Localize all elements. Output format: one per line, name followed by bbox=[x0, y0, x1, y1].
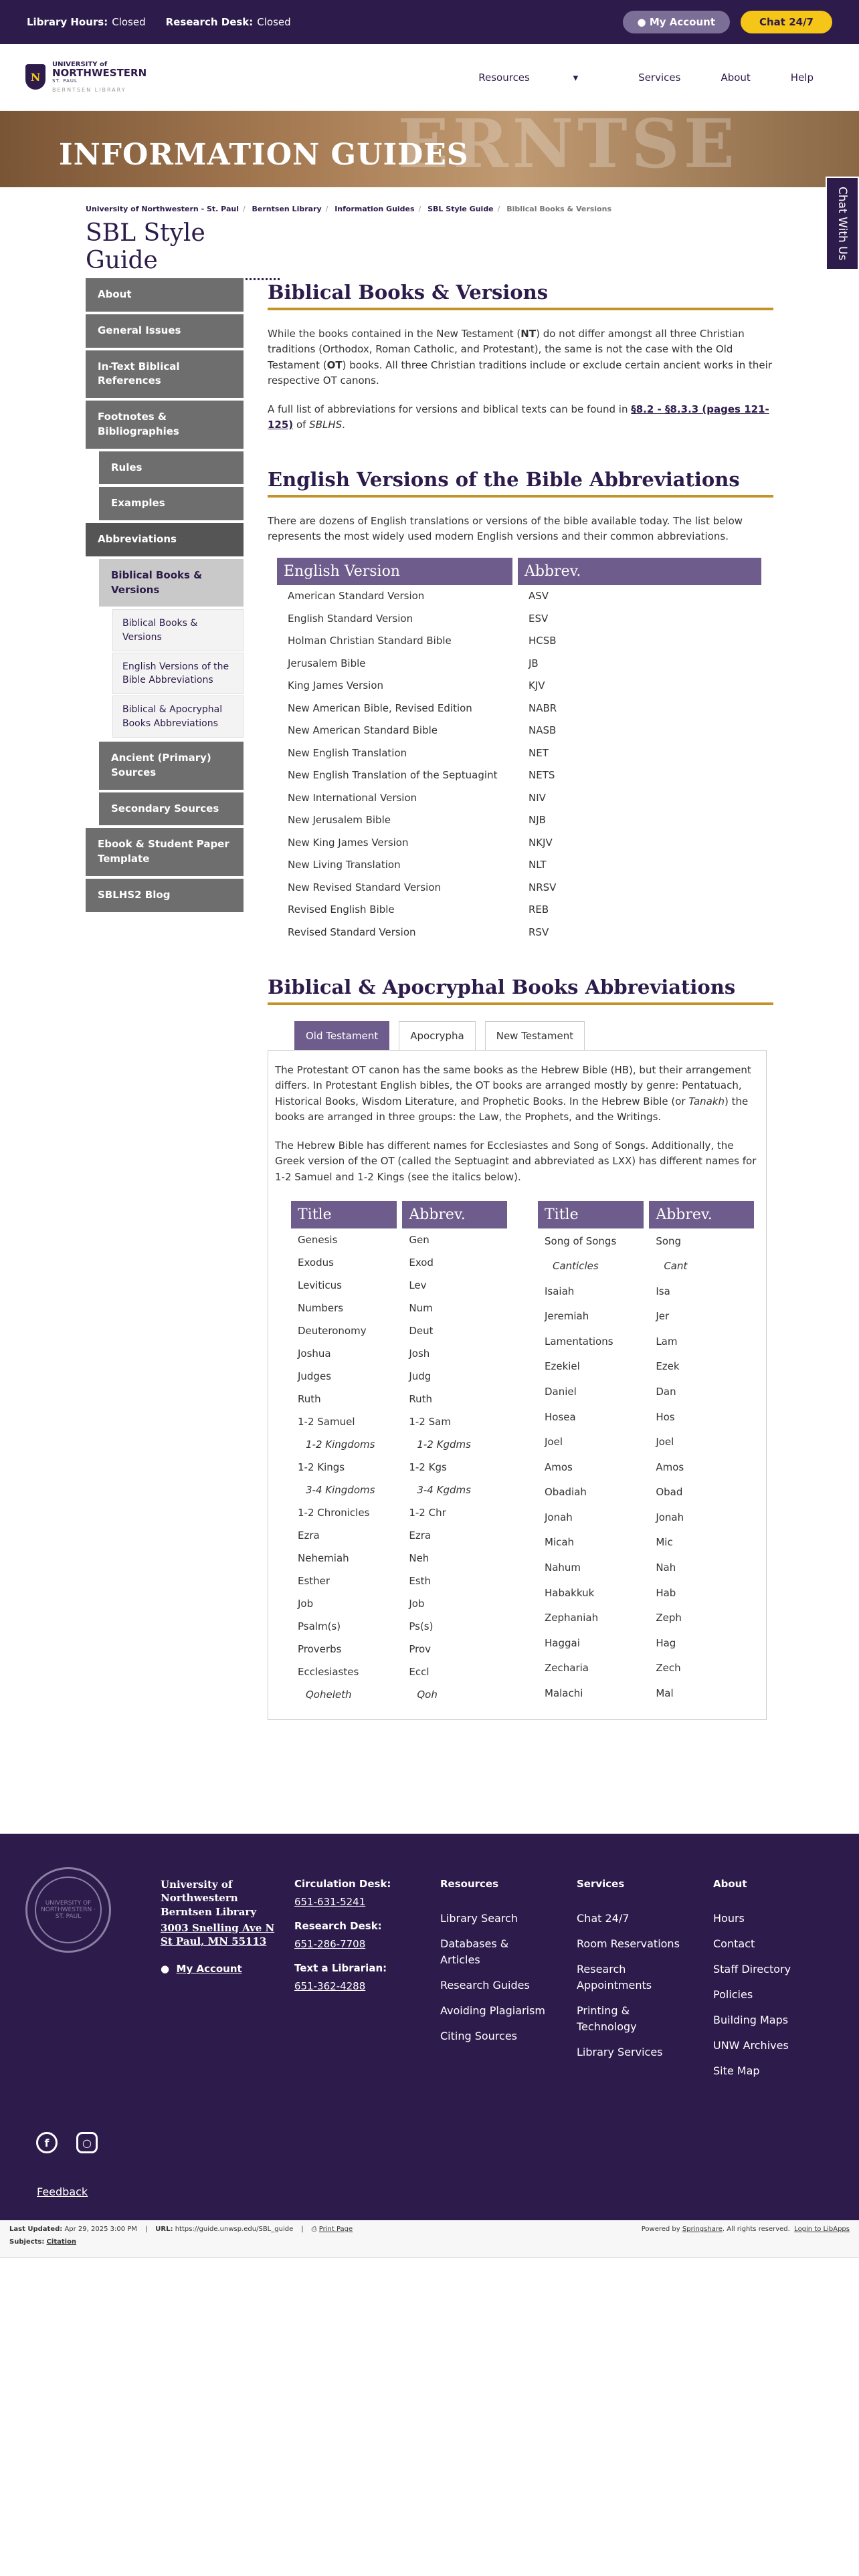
hebrew-names-paragraph: The Hebrew Bible has different names for Ecclesiastes and Song of Songs. Additionally, the Greek version of the OT (called the Septuagint and abbreviated as LXX) has different names for 1-2 Samuel and 1-2 Kings (see the italics below). bbox=[275, 1140, 757, 1183]
print-icon: ⎙ bbox=[311, 2226, 319, 2233]
instagram-icon[interactable]: ○ bbox=[76, 2132, 98, 2153]
table-row bbox=[291, 1228, 507, 1251]
sidebar-item-in-text-references[interactable]: In-Text Biblical References bbox=[86, 350, 244, 399]
table-row bbox=[538, 1279, 754, 1304]
footer-link[interactable]: Databases & Articles bbox=[440, 1937, 509, 1966]
table-row bbox=[277, 877, 761, 899]
table-cell-title: Jonah bbox=[545, 1511, 573, 1523]
table-row bbox=[538, 1253, 754, 1279]
sidebar-item-biblical-books-versions[interactable]: Biblical Books & Versions bbox=[99, 559, 244, 607]
table-cell-abbrev: Neh bbox=[409, 1551, 430, 1564]
table-cell-abbrev: Nah bbox=[656, 1562, 676, 1574]
table-cell-title: Holman Christian Standard Bible bbox=[288, 635, 452, 647]
table-cell-title: Malachi bbox=[545, 1687, 583, 1699]
table-cell-abbrev: Prov bbox=[409, 1642, 432, 1655]
table-cell-title: Revised English Bible bbox=[288, 903, 395, 916]
footer-link[interactable]: UNW Archives bbox=[713, 2038, 789, 2052]
table-cell-title: Amos bbox=[545, 1461, 573, 1473]
table-row bbox=[291, 1410, 507, 1433]
breadcrumb-item[interactable]: Information Guides bbox=[335, 205, 415, 213]
table-cell-abbrev: Jer bbox=[656, 1310, 670, 1323]
ot-canon-paragraph: The Protestant OT canon has the same books as the Hebrew Bible (HB), but their arrangement differs. In Protestant English bibles, the OT books are arranged mostly by genre: Pentatuach, Historical Books, Wisdom Literature, and Prophetic Books. In the Hebrew Bible (or Tanakh) the books are arranged in three groups: the Law, the Prophets, and the Writings. bbox=[275, 1064, 751, 1123]
footer-link[interactable]: Research Appointments bbox=[577, 1962, 652, 1992]
table-cell-title: Exodus bbox=[298, 1256, 334, 1269]
table-row bbox=[538, 1681, 754, 1706]
table-row bbox=[277, 854, 761, 877]
column-header: Abbrev. bbox=[649, 1201, 754, 1228]
table-cell-abbrev: NLT bbox=[529, 859, 547, 871]
table-cell-title: Lamentations bbox=[545, 1335, 613, 1348]
table-row bbox=[538, 1404, 754, 1430]
table-cell-title: Ezekiel bbox=[545, 1360, 580, 1373]
table-row bbox=[538, 1505, 754, 1530]
table-cell-abbrev: Mal bbox=[656, 1687, 674, 1699]
table-row bbox=[538, 1329, 754, 1354]
table-cell-abbrev: Ezek bbox=[656, 1360, 680, 1373]
table-cell-title: Qoheleth bbox=[306, 1688, 352, 1701]
tab-old-testament[interactable]: Old Testament bbox=[294, 1021, 389, 1050]
caret-down-icon: ▾ bbox=[569, 71, 579, 84]
table-cell-title: 1-2 Chronicles bbox=[298, 1506, 370, 1519]
breadcrumb-item[interactable]: Berntsen Library bbox=[252, 205, 322, 213]
table-row bbox=[538, 1455, 754, 1480]
table-row bbox=[538, 1656, 754, 1681]
table-cell-abbrev: Lev bbox=[409, 1279, 427, 1291]
footer-link[interactable]: Citing Sources bbox=[440, 2029, 518, 2042]
table-cell-abbrev: Eccl bbox=[409, 1665, 430, 1678]
table-cell-abbrev: Gen bbox=[409, 1233, 430, 1246]
table-cell-title: New English Translation bbox=[288, 746, 407, 759]
nav-resources[interactable]: Resources ▾ bbox=[438, 72, 618, 84]
table-cell-title: Proverbs bbox=[298, 1642, 342, 1655]
table-cell-abbrev: Mic bbox=[656, 1536, 673, 1549]
column-header: Title bbox=[291, 1201, 397, 1228]
table-row bbox=[291, 1570, 507, 1592]
research-desk-hours: Research Desk: Closed bbox=[165, 16, 291, 28]
table-cell-abbrev: Joel bbox=[656, 1436, 674, 1448]
table-cell-title: Job bbox=[298, 1597, 314, 1610]
table-cell-abbrev: NIV bbox=[529, 791, 546, 804]
table-cell-abbrev: Isa bbox=[656, 1285, 670, 1297]
table-cell-abbrev: NJB bbox=[529, 814, 546, 826]
hero-title: INFORMATION GUIDES bbox=[59, 138, 469, 172]
table-cell-title: Leviticus bbox=[298, 1279, 342, 1291]
table-cell-abbrev: NETS bbox=[529, 769, 555, 781]
table-cell-abbrev: Lam bbox=[656, 1335, 678, 1348]
table-row bbox=[277, 675, 761, 697]
table-cell-title: Hosea bbox=[545, 1410, 576, 1423]
breadcrumb-item[interactable]: SBL Style Guide bbox=[427, 205, 494, 213]
footer-link[interactable]: Site Map bbox=[713, 2064, 760, 2077]
table-cell-title: Ezra bbox=[298, 1529, 320, 1541]
ot-books-table-left bbox=[286, 1201, 512, 1706]
research-phone-link[interactable]: 651-286-7708 bbox=[294, 1937, 366, 1950]
table-cell-abbrev: Esth bbox=[409, 1574, 432, 1587]
address-link[interactable]: 3003 Snelling Ave N bbox=[161, 1921, 275, 1934]
table-cell-abbrev: NET bbox=[529, 746, 549, 759]
tab-apocrypha[interactable]: Apocrypha bbox=[399, 1021, 475, 1050]
sidebar-item-about[interactable]: About bbox=[86, 278, 244, 312]
table-row bbox=[291, 1342, 507, 1365]
sidebar-item-secondary-sources[interactable]: Secondary Sources bbox=[99, 792, 244, 826]
table-cell-abbrev: NRSV bbox=[529, 881, 557, 893]
column-header: Title bbox=[538, 1201, 644, 1228]
table-row bbox=[291, 1660, 507, 1683]
old-testament-panel bbox=[268, 1050, 767, 1720]
table-cell-title: New Revised Standard Version bbox=[288, 881, 442, 893]
table-cell-abbrev: Hos bbox=[656, 1410, 675, 1423]
table-row bbox=[291, 1433, 507, 1456]
top-utility-bar bbox=[0, 0, 859, 44]
chat-with-us-tab[interactable]: Chat With Us bbox=[826, 177, 859, 270]
feedback-link[interactable]: Feedback bbox=[37, 2185, 88, 2198]
table-row bbox=[277, 720, 761, 742]
footer-link[interactable]: Research Guides bbox=[440, 1978, 530, 1992]
table-cell-title: Jeremiah bbox=[545, 1310, 589, 1323]
table-cell-title: Obadiah bbox=[545, 1486, 587, 1499]
column-header: English Version bbox=[277, 558, 512, 585]
ot-books-table-right bbox=[533, 1201, 759, 1706]
testament-tabs bbox=[294, 1021, 773, 1050]
table-cell-title: 1-2 Kings bbox=[298, 1461, 345, 1473]
table-cell-abbrev: ASV bbox=[529, 590, 549, 602]
table-row bbox=[538, 1354, 754, 1380]
table-cell-abbrev: Song bbox=[656, 1235, 682, 1247]
table-cell-abbrev: Hab bbox=[656, 1586, 676, 1599]
table-row bbox=[277, 787, 761, 810]
section-title: Biblical & Apocryphal Books Abbreviations bbox=[268, 976, 773, 1005]
table-row bbox=[277, 630, 761, 653]
sidebar-subitem-apocryphal-books[interactable]: Biblical & Apocryphal Books Abbreviations bbox=[112, 695, 244, 738]
table-row bbox=[291, 1479, 507, 1501]
footer-link[interactable]: Room Reservations bbox=[577, 1937, 680, 1950]
table-cell-title: Ecclesiastes bbox=[298, 1665, 359, 1678]
table-cell-title: Daniel bbox=[545, 1386, 577, 1398]
university-logo[interactable]: N UNIVERSITY of NORTHWESTERN ST. PAUL BERNTSEN LIBRARY bbox=[25, 62, 147, 94]
university-seal-icon: UNIVERSITY OF NORTHWESTERN · ST. PAUL bbox=[25, 1867, 111, 1953]
footer-resources: Resources Library Search Databases & Articles Research Guides Avoiding Plagiarism Citing Sources bbox=[440, 1876, 547, 2054]
table-row bbox=[277, 742, 761, 765]
table-cell-abbrev: NASB bbox=[529, 724, 557, 736]
table-row bbox=[277, 608, 761, 631]
hero-banner bbox=[0, 111, 859, 187]
breadcrumb: University of Northwestern - St. Paul / Berntsen Library / Information Guides / SBL Style Guide / Biblical Books & Versions bbox=[86, 205, 611, 213]
table-cell-title: New Jerusalem Bible bbox=[288, 814, 391, 826]
table-cell-abbrev: Zeph bbox=[656, 1612, 682, 1624]
sidebar-subitem-biblical-books[interactable]: Biblical Books & Versions bbox=[112, 609, 244, 651]
table-cell-title: Numbers bbox=[298, 1301, 344, 1314]
footer-contacts: Circulation Desk: 651-631-5241 Research Desk: 651-286-7708 Text a Librarian: 651-362-4288 bbox=[294, 1878, 391, 1992]
sidebar-nav bbox=[86, 278, 244, 915]
table-row bbox=[277, 899, 761, 922]
table-cell-abbrev: Josh bbox=[409, 1347, 430, 1360]
table-cell-title: Zephaniah bbox=[545, 1612, 599, 1624]
table-cell-abbrev: 1-2 Sam bbox=[409, 1415, 451, 1428]
table-cell-abbrev: Deut bbox=[409, 1324, 434, 1337]
my-account-button[interactable]: ● My Account bbox=[623, 11, 730, 33]
login-libapps-link[interactable]: Login to LibApps bbox=[794, 2226, 850, 2233]
main-navbar bbox=[0, 44, 859, 111]
footer-about: About Hours Contact Staff Directory Policies Building Maps UNW Archives Site Map bbox=[713, 1876, 820, 2088]
table-cell-abbrev: Qoh bbox=[417, 1688, 438, 1701]
footer-services: Services Chat 24/7 Room Reservations Research Appointments Printing & Technology Library Services bbox=[577, 1876, 684, 2070]
circulation-phone-link[interactable]: 651-631-5241 bbox=[294, 1895, 366, 1908]
table-cell-abbrev: Num bbox=[409, 1301, 433, 1314]
breadcrumb-current: Biblical Books & Versions bbox=[506, 205, 611, 213]
table-cell-abbrev: Jonah bbox=[656, 1511, 684, 1523]
footer-link[interactable]: Hours bbox=[713, 1911, 745, 1925]
table-cell-abbrev: Judg bbox=[409, 1370, 432, 1382]
table-cell-title: King James Version bbox=[288, 679, 383, 691]
table-cell-title: Esther bbox=[298, 1574, 330, 1587]
table-cell-title: Nehemiah bbox=[298, 1551, 349, 1564]
table-cell-abbrev: NABR bbox=[529, 702, 557, 714]
table-row bbox=[538, 1605, 754, 1630]
nav-services[interactable]: Services bbox=[638, 71, 681, 84]
footer-link[interactable]: Contact bbox=[713, 1937, 755, 1950]
table-row bbox=[291, 1547, 507, 1570]
table-cell-abbrev: Obad bbox=[656, 1486, 683, 1499]
table-cell-abbrev: Zech bbox=[656, 1662, 681, 1675]
table-cell-title: Isaiah bbox=[545, 1285, 575, 1297]
subject-citation-link[interactable]: Citation bbox=[46, 2238, 77, 2246]
table-cell-title: Haggai bbox=[545, 1636, 580, 1649]
table-cell-abbrev: Hag bbox=[656, 1636, 676, 1649]
nav-help[interactable]: Help bbox=[790, 71, 814, 84]
table-cell-title: New International Version bbox=[288, 791, 417, 804]
table-cell-title: Joel bbox=[545, 1436, 563, 1448]
table-cell-abbrev: 1-2 Kgdms bbox=[417, 1438, 471, 1451]
table-row bbox=[277, 832, 761, 855]
table-row bbox=[291, 1501, 507, 1524]
table-cell-title: Canticles bbox=[553, 1260, 599, 1273]
library-hours: Library Hours: Closed bbox=[27, 16, 146, 28]
table-cell-abbrev: RSV bbox=[529, 926, 549, 938]
table-row bbox=[291, 1388, 507, 1410]
table-row bbox=[538, 1530, 754, 1555]
versions-intro: There are dozens of English translations or versions of the bible available today. The list below represents the most widely used modern English versions and their common abbreviations. bbox=[268, 514, 743, 542]
table-row bbox=[291, 1251, 507, 1274]
table-row bbox=[291, 1297, 507, 1319]
sidebar-item-footnotes[interactable]: Footnotes & Bibliographies bbox=[86, 401, 244, 449]
table-cell-title: Joshua bbox=[298, 1347, 331, 1360]
table-cell-title: Jerusalem Bible bbox=[288, 657, 366, 669]
footer-link[interactable]: Library Search bbox=[440, 1911, 518, 1925]
sidebar-item-sblhs2-blog[interactable]: SBLHS2 Blog bbox=[86, 879, 244, 912]
table-cell-title: 3-4 Kingdoms bbox=[306, 1483, 375, 1496]
table-cell-abbrev: HCSB bbox=[529, 635, 557, 647]
table-row bbox=[277, 653, 761, 675]
table-row bbox=[291, 1638, 507, 1660]
chat-button[interactable]: Chat 24/7 bbox=[741, 11, 832, 33]
address-link[interactable]: St Paul, MN 55113 bbox=[161, 1935, 267, 1947]
table-cell-title: English Standard Version bbox=[288, 612, 413, 625]
sidebar-subitem-english-versions[interactable]: English Versions of the Bible Abbreviations bbox=[112, 653, 244, 695]
table-cell-abbrev: 1-2 Kgs bbox=[409, 1461, 447, 1473]
intro-paragraph: While the books contained in the New Testament (NT) do not differ amongst all three Christian traditions (Orthodox, Roman Catholic, and Protestant), the same is not the case with the Old Testament (OT) books. All three Christian traditions include or exclude certain ancient works in their respective OT canons. bbox=[268, 328, 772, 387]
table-row bbox=[291, 1524, 507, 1547]
table-row bbox=[538, 1630, 754, 1656]
table-row bbox=[538, 1379, 754, 1404]
table-cell-abbrev: Exod bbox=[409, 1256, 434, 1269]
text-librarian-link[interactable]: 651-362-4288 bbox=[294, 1979, 366, 1992]
shield-logo-icon: N bbox=[25, 64, 45, 90]
table-cell-title: New English Translation of the Septuagint bbox=[288, 769, 498, 781]
table-row bbox=[538, 1580, 754, 1606]
sidebar-item-ebook-template[interactable]: Ebook & Student Paper Template bbox=[86, 828, 244, 876]
footer-link[interactable]: Chat 24/7 bbox=[577, 1911, 630, 1925]
table-cell-abbrev: Job bbox=[409, 1597, 425, 1610]
table-row bbox=[277, 764, 761, 787]
user-icon: ● bbox=[637, 16, 650, 28]
breadcrumb-item[interactable]: University of Northwestern - St. Paul bbox=[86, 205, 239, 213]
table-cell-title: Song of Songs bbox=[545, 1235, 617, 1247]
main-content bbox=[268, 281, 773, 1720]
section-title: English Versions of the Bible Abbreviations bbox=[268, 468, 773, 498]
sblhs-section-link[interactable]: §8.2 - §8.3.3 (pages 121-125) bbox=[268, 403, 769, 431]
table-cell-title: 1-2 Samuel bbox=[298, 1415, 355, 1428]
table-row bbox=[538, 1429, 754, 1455]
table-cell-abbrev: Ruth bbox=[409, 1392, 432, 1405]
springshare-link[interactable]: Springshare bbox=[682, 2226, 723, 2233]
main-nav bbox=[438, 72, 834, 84]
table-row bbox=[291, 1683, 507, 1706]
table-row bbox=[291, 1592, 507, 1615]
social-links bbox=[36, 2132, 98, 2153]
sidebar-item-rules[interactable]: Rules bbox=[99, 451, 244, 485]
column-header: Abbrev. bbox=[518, 558, 761, 585]
section-title: Biblical Books & Versions bbox=[268, 281, 773, 310]
site-footer bbox=[0, 1834, 859, 2220]
table-cell-title: Nahum bbox=[545, 1562, 581, 1574]
table-cell-title: Habakkuk bbox=[545, 1586, 595, 1599]
nav-about[interactable]: About bbox=[721, 71, 751, 84]
table-cell-abbrev: Amos bbox=[656, 1461, 684, 1473]
table-cell-title: Zecharia bbox=[545, 1662, 589, 1675]
user-icon: ● bbox=[161, 1963, 177, 1975]
footer-link[interactable]: Building Maps bbox=[713, 2013, 789, 2026]
table-cell-title: New King James Version bbox=[288, 836, 409, 849]
footer-address: University of Northwestern Berntsen Library 3003 Snelling Ave N St Paul, MN 55113 ● My Account bbox=[161, 1878, 288, 1977]
table-row bbox=[291, 1319, 507, 1342]
footer-link[interactable]: Staff Directory bbox=[713, 1962, 791, 1975]
table-cell-title: 1-2 Kingdoms bbox=[306, 1438, 375, 1451]
table-row bbox=[277, 697, 761, 720]
versions-table bbox=[272, 558, 767, 944]
footer-my-account[interactable]: ● My Account bbox=[161, 1963, 242, 1975]
tab-new-testament[interactable]: New Testament bbox=[485, 1021, 585, 1050]
table-cell-abbrev: Dan bbox=[656, 1386, 676, 1398]
table-row bbox=[538, 1228, 754, 1254]
table-row bbox=[291, 1615, 507, 1638]
abbreviations-reference-paragraph: A full list of abbreviations for versions and biblical texts can be found in §8.2 - §8.3.3 (pages 121-125) of SBLHS. bbox=[268, 403, 769, 431]
footer-link[interactable]: Library Services bbox=[577, 2045, 663, 2058]
table-row bbox=[538, 1555, 754, 1580]
table-cell-title: New American Bible, Revised Edition bbox=[288, 702, 472, 714]
page-title: SBL Style Guide bbox=[86, 219, 280, 280]
footer-link[interactable]: Printing & Technology bbox=[577, 2004, 637, 2033]
table-cell-title: Revised Standard Version bbox=[288, 926, 416, 938]
table-cell-title: Ruth bbox=[298, 1392, 321, 1405]
table-cell-title: New Living Translation bbox=[288, 859, 401, 871]
table-cell-title: Micah bbox=[545, 1536, 575, 1549]
table-row bbox=[277, 809, 761, 832]
table-cell-abbrev: JB bbox=[529, 657, 539, 669]
page-url: https://guide.unwsp.edu/SBL_guide bbox=[175, 2226, 294, 2233]
table-cell-abbrev: KJV bbox=[529, 679, 545, 691]
column-header: Abbrev. bbox=[402, 1201, 507, 1228]
sidebar-item-examples[interactable]: Examples bbox=[99, 487, 244, 520]
sidebar-item-ancient-sources[interactable]: Ancient (Primary) Sources bbox=[99, 742, 244, 790]
table-cell-abbrev: REB bbox=[529, 903, 549, 916]
libguides-footer: Last Updated: Apr 29, 2025 3:00 PM | URL: https://guide.unwsp.edu/SBL_guide | ⎙ Print Page Powered by Springshare. All rights reserved. Login to LibApps Subjects: Citation bbox=[0, 2220, 859, 2258]
footer-link[interactable]: Avoiding Plagiarism bbox=[440, 2004, 545, 2017]
table-cell-title: Psalm(s) bbox=[298, 1620, 341, 1632]
table-row bbox=[291, 1274, 507, 1297]
table-cell-abbrev: Ezra bbox=[409, 1529, 432, 1541]
sidebar-item-general-issues[interactable]: General Issues bbox=[86, 314, 244, 348]
table-row bbox=[291, 1456, 507, 1479]
table-row bbox=[538, 1303, 754, 1329]
table-cell-title: Genesis bbox=[298, 1233, 338, 1246]
table-cell-abbrev: ESV bbox=[529, 612, 549, 625]
table-cell-abbrev: Ps(s) bbox=[409, 1620, 434, 1632]
table-cell-abbrev: Cant bbox=[664, 1260, 688, 1273]
print-page-link[interactable]: ⎙ Print Page bbox=[311, 2226, 353, 2233]
table-row bbox=[291, 1365, 507, 1388]
table-cell-title: New American Standard Bible bbox=[288, 724, 438, 736]
hero-background-lettering: ERNTSE bbox=[397, 111, 739, 183]
facebook-icon[interactable]: f bbox=[36, 2132, 58, 2153]
table-cell-title: Judges bbox=[298, 1370, 332, 1382]
table-cell-title: Deuteronomy bbox=[298, 1324, 367, 1337]
table-row bbox=[277, 922, 761, 944]
table-cell-abbrev: NKJV bbox=[529, 836, 553, 849]
table-row bbox=[277, 585, 761, 608]
sidebar-item-abbreviations[interactable]: Abbreviations bbox=[86, 523, 244, 556]
table-cell-abbrev: 3-4 Kgdms bbox=[417, 1483, 471, 1496]
table-cell-title: American Standard Version bbox=[288, 590, 425, 602]
footer-link[interactable]: Policies bbox=[713, 1988, 753, 2001]
table-cell-abbrev: 1-2 Chr bbox=[409, 1506, 446, 1519]
table-row bbox=[538, 1480, 754, 1505]
